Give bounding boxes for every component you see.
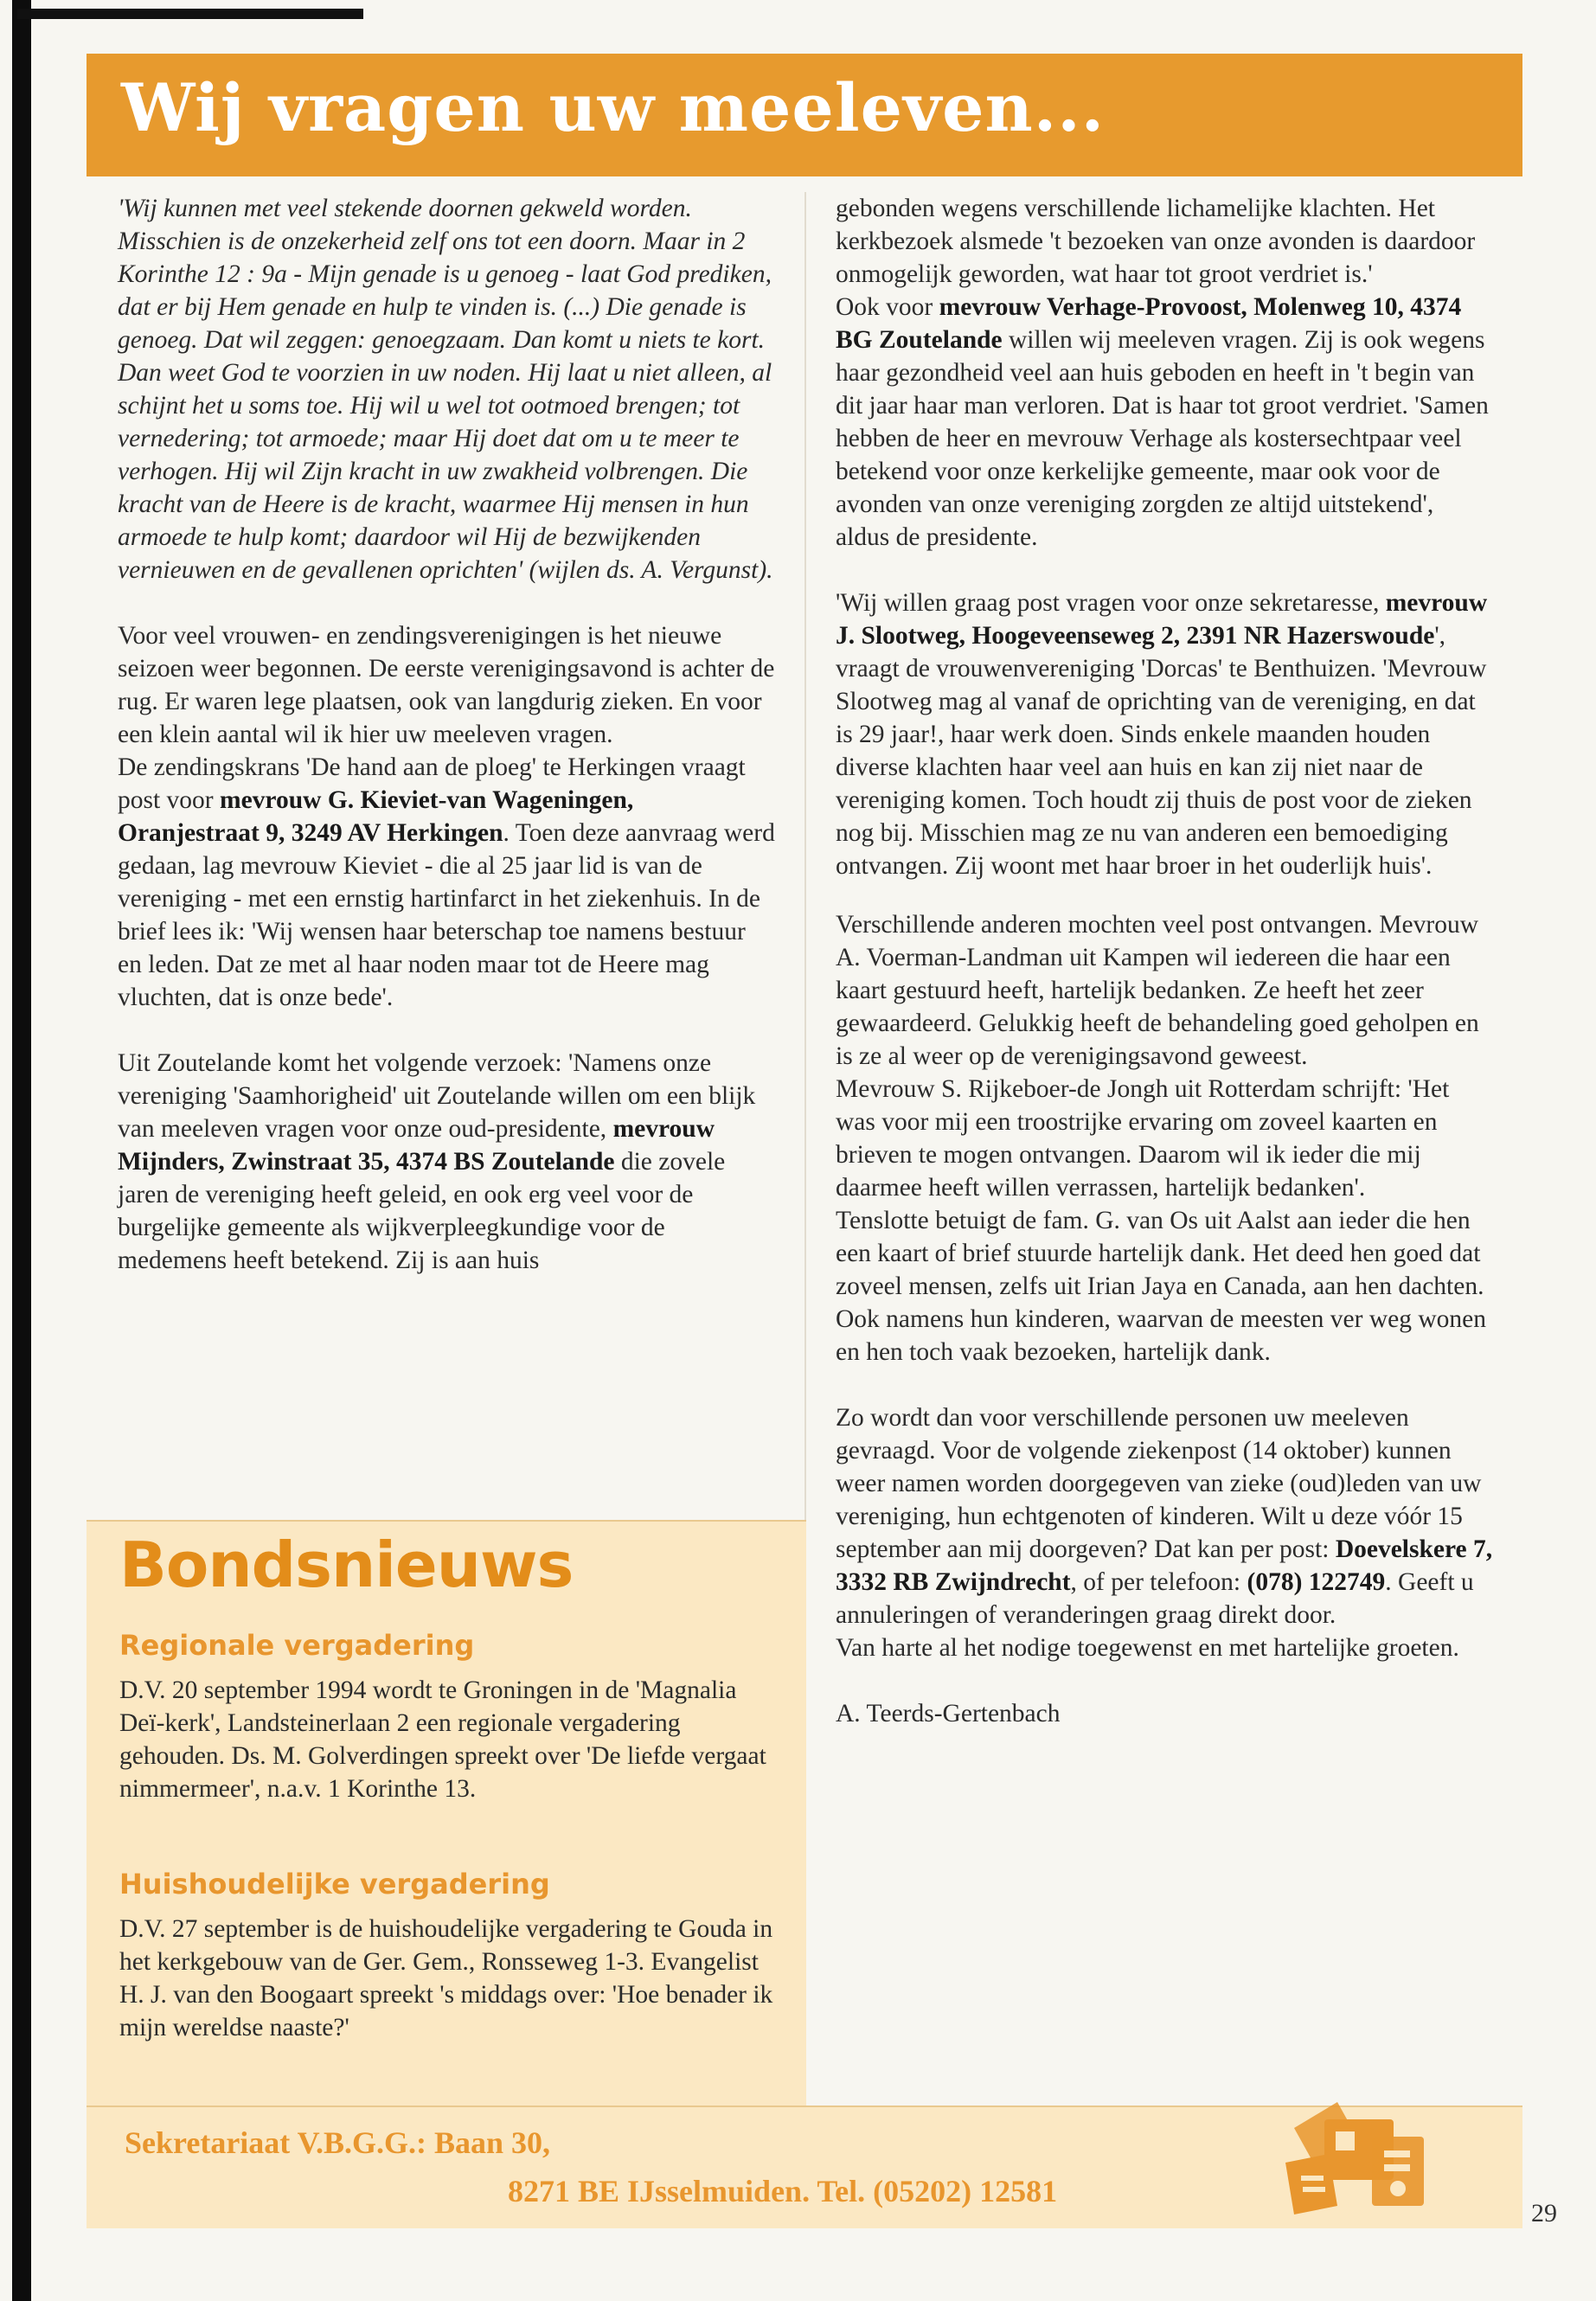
address-mijnders: mevrouw Mijnders, Zwinstraat 35, 4374 BS Zoutelande xyxy=(118,1115,715,1176)
text-huishoudelijke: D.V. 27 september is de huishoudelijke vergadering te Gouda in het kerkgebouw van de Ger. Gem., Ronsseweg 1-3. Evangelist H. J. van den Boogaart spreekt 's middags over: 'Hoe benader ik mijn wereldse naaste?' xyxy=(119,1915,773,2041)
bondsnieuws-title: Bondsnieuws xyxy=(119,1529,574,1601)
scan-edge-top xyxy=(17,9,363,19)
text: ', vraagt de vrouwenvereniging 'Dorcas' te Benthuizen. 'Mevrouw Slootweg mag al vanaf de oprichting van de vereniging, en dat is 29 jaar!, haar werk doen. Sinds enkele maanden houden diverse klachten haar veel aan huis en kan zij niet naar de vereniging komen. Toch houdt zij thuis de post voor de zieken nog bij. Misschien mag ze nu van anderen een bemoediging ontvangen. Zij woont met haar broer in het ouderlijk huis'. xyxy=(836,622,1487,880)
paragraph: Verschillende anderen mochten veel post ontvangen. Mevrouw A. Voerman-Landman uit Kampen wil iedereen die haar een kaart gestuurd heeft, hartelijk bedanken. Ze heeft het zeer gewaardeerd. Gelukkig heeft de behandeling goed geholpen en is ze al weer op de verenigingsavond geweest. xyxy=(836,911,1479,1070)
text: De zendingskrans 'De hand aan de ploeg' te Herkingen vraagt post voor xyxy=(118,753,746,814)
text: die zovele jaren de vereniging heeft geleid, en ook erg veel voor de burgelijke gemeente als wijkverpleegkundige voor de medemens heeft betekend. Zij is aan huis xyxy=(118,1148,726,1274)
paragraph: Voor veel vrouwen- en zendingsverenigingen is het nieuwe seizoen weer begonnen. De eerste verenigingsavond is achter de rug. Er waren lege plaatsen, ook van langdurig zieken. En voor een klein aantal wil ik hier uw meeleven vragen. xyxy=(118,622,775,748)
page-title: Wij vragen uw meeleven... xyxy=(121,69,1106,146)
intro-quote: 'Wij kunnen met veel stekende doornen gekweld worden. Misschien is de onzekerheid zelf ons tot een doorn. Maar in 2 Korinthe 12 : 9a - Mijn genade is u genoeg - laat God prediken, dat er bij Hem genade en hulp te vinden is. (...) Die genade is genoeg. Dat wil zeggen: genoegzaam. Dan komt u niets te kort. Dan weet God te voorzien in uw noden. Hij laat u niet alleen, al schijnt het u soms toe. Hij wil u wel tot ootmoed brengen; tot vernedering; tot armoede; maar Hij doet dat om u te meer te verhogen. Hij wil Zijn kracht in uw zwakheid volbrengen. Die kracht van de Heere is de kracht, waarmee Hij mensen in hun armoede te hulp komt; daardoor wil Hij de bezwijkenden vernieuwen en de gevallenen oprichten' (wijlen ds. A. Vergunst). xyxy=(118,195,773,584)
scan-edge xyxy=(0,0,33,2301)
address-secretary: Doevelskere 7, 3332 RB Zwijndrecht xyxy=(836,1535,1493,1596)
paragraph-kieviet xyxy=(118,751,775,1014)
address-kieviet: mevrouw G. Kieviet-van Wageningen, Oranjestraat 9, 3249 AV Herkingen xyxy=(118,786,634,847)
footer-line-1: Sekretariaat V.B.G.G.: Baan 30, xyxy=(125,2125,551,2160)
text: . Toen deze aanvraag werd gedaan, lag mevrouw Kieviet - die al 25 jaar lid is van de vereniging - met een ernstig hartinfarct in het ziekenhuis. In de brief lees ik: 'Wij wensen haar beterschap toe namens bestuur en leden. Dat ze met al haar noden maar tot de Heere mag vluchten, dat is onze bede'. xyxy=(118,819,775,1011)
paragraph-verhage xyxy=(836,291,1493,554)
text: Zo wordt dan voor verschillende personen uw meeleven gevraagd. Voor de volgende ziekenpost (14 oktober) kunnen weer namen worden doorgegeven van zieke (oud)leden van uw vereniging, hun echtgenoten of kinderen. Wilt u deze vóór 15 september aan mij doorgeven? Dat kan per post: xyxy=(836,1404,1482,1563)
paragraph: Tenslotte betuigt de fam. G. van Os uit Aalst aan ieder die hen een kaart of brief stuurde hartelijk dank. Het deed hen goed dat zoveel mensen, zelfs uit Irian Jaya en Canada, aan hen dachten. Ook namens hun kinderen, waarvan de meesten ver weg wonen en hen toch vaak bezoeken, hartelijk dank. xyxy=(836,1207,1486,1366)
right-column xyxy=(836,192,1493,1730)
address-slootweg: mevrouw J. Slootweg, Hoogeveenseweg 2, 2391 NR Hazerswoude xyxy=(836,589,1488,650)
text: . Geeft u annuleringen of veranderingen graag direkt door. xyxy=(836,1568,1474,1629)
paragraph-mijnders xyxy=(118,1047,775,1277)
footer-line-2: 8271 BE IJsselmuiden. Tel. (05202) 12581 xyxy=(508,2174,1058,2208)
paragraph: Mevrouw S. Rijkeboer-de Jongh uit Rotterdam schrijft: 'Het was voor mij een troostrijke ervaring om zoveel kaarten en brieven te mogen ontvangen. Daarom wil ik ieder die mij daarmee heeft willen verrassen, hartelijk bedanken'. xyxy=(836,1075,1450,1202)
text: willen wij meeleven vragen. Zij is ook wegens haar gezondheid veel aan huis geboden en heeft in 't begin van dit jaar haar man verloren. Dat is haar tot groot verdriet. 'Samen hebben de heer en mevrouw Verhage als kostersechtpaar veel betekend voor onze kerkelijke gemeente, maar ook voor de avonden van onze vereniging zorgden ze altijd uitstekend', aldus de presidente. xyxy=(836,326,1489,551)
paragraph-slootweg xyxy=(836,586,1493,882)
text: , of per telefoon: xyxy=(1070,1568,1247,1596)
page-header xyxy=(87,54,1522,176)
left-column xyxy=(118,192,775,1277)
page-number: 29 xyxy=(1531,2199,1557,2227)
text-regionale: D.V. 20 september 1994 wordt te Groningen in de 'Magnalia Deï-kerk', Landsteinerlaan 2 een regionale vergadering gehouden. Ds. M. Golverdingen spreekt over 'De liefde vergaat nimmermeer', n.a.v. 1 Korinthe 13. xyxy=(119,1676,766,1803)
subheading-regionale: Regionale vergadering xyxy=(119,1629,475,1662)
address-verhage: mevrouw Verhage-Provoost, Molenweg 10, 4374 BG Zoutelande xyxy=(836,293,1462,354)
paragraph: gebonden wegens verschillende lichamelijke klachten. Het kerkbezoek alsmede 't bezoeken van onze avonden is daardoor onmogelijk geworden, wat haar tot groot verdriet is.' xyxy=(836,195,1476,288)
signature: A. Teerds-Gertenbach xyxy=(836,1700,1061,1727)
paragraph-ziekenpost xyxy=(836,1401,1493,1631)
text: 'Wij willen graag post vragen voor onze sekretaresse, xyxy=(836,589,1386,617)
text: Ook voor xyxy=(836,293,939,321)
envelopes-stamp-icon xyxy=(1277,2093,1441,2223)
paragraph: Van harte al het nodige toegewenst en met hartelijke groeten. xyxy=(836,1634,1459,1662)
text: Uit Zoutelande komt het volgende verzoek: 'Namens onze vereniging 'Saamhorigheid' uit Zoutelande willen om een blijk van meeleven vragen voor onze oud-presidente, xyxy=(118,1049,756,1143)
bondsnieuws-panel xyxy=(87,1520,806,2106)
subheading-huishoudelijke: Huishoudelijke vergadering xyxy=(119,1868,550,1900)
phone-secretary: (078) 122749 xyxy=(1247,1568,1386,1596)
